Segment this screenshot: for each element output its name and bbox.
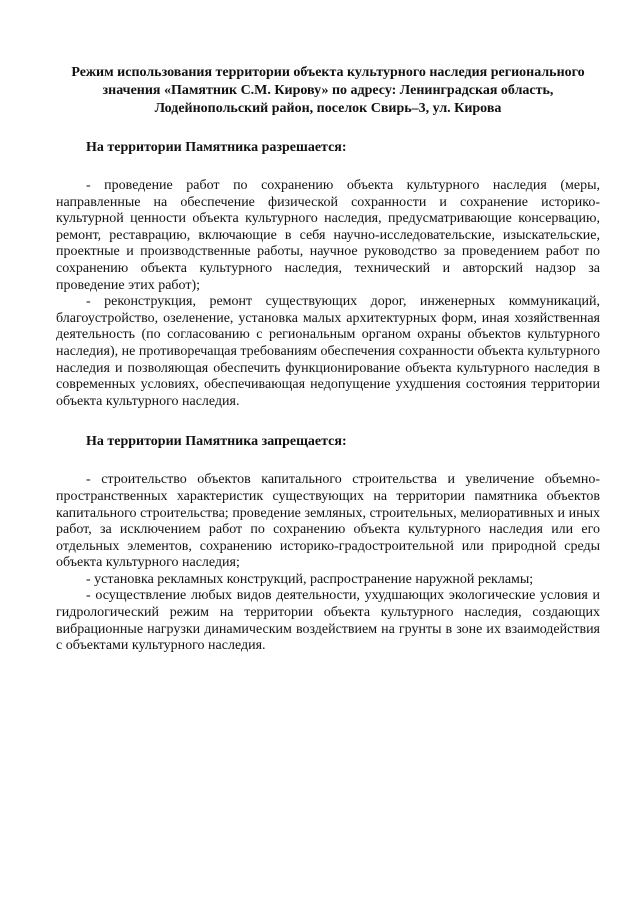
allowed-list [56,178,600,410]
forbidden-list [56,472,600,655]
forbidden-item: - установка рекламных конструкций, распространение наружной рекламы; [86,571,534,587]
allowed-item: - реконструкция, ремонт существующих дорог, инженерных коммуникаций, благоустройство, озеленение, установка малых архитектурных форм, иная хозяйственная деятельность (по согласованию с региональным органом охраны объектов культурного наследия), не противоречащая требованиям обеспечения сохранности объекта культурного наследия и позволяющая обеспечить функционирование объекта культурного наследия в современных условиях, обеспечивающая недопущение ухудшения состояния территории объекта культурного наследия. [56,294,600,409]
document-page [56,64,600,655]
forbidden-item: - осуществление любых видов деятельности, ухудшающих экологические условия и гидрологический режим на территории объекта культурного наследия, создающих вибрационные нагрузки динамическим воздействием на грунты в зоне их взаимодействия с объектами культурного наследия. [56,588,600,654]
forbidden-heading: На территории Памятника запрещается: [86,434,347,450]
forbidden-item: - строительство объектов капитального строительства и увеличение объемно-пространственных характеристик существующих на территории памятника объектов капитального строительства; проведение земляных, строительных, мелиоративных и иных работ, за исключением работ по сохранению объекта культурного наследия или его отдельных элементов, сохранению историко-градостроительной или природной среды объекта культурного наследия; [56,472,600,571]
document-title: Режим использования территории объекта культурного наследия регионального значения «Памятник С.М. Кирову» по адресу: Ленинградская область, Лодейнопольский район, поселок Свирь–3, ул. Кирова [71,65,585,116]
allowed-heading: На территории Памятника разрешается: [86,140,347,155]
allowed-item: - проведение работ по сохранению объекта культурного наследия (меры, направленные на обеспечение физической сохранности и сохранение историко-культурной ценности объекта культурного наследия, предусматривающие консервацию, ремонт, реставрацию, включающие в себя научно-исследовательские, изыскательские, проектные и производственные работы, научное руководство за проведением работ по сохранению объекта культурного наследия, технический и авторский надзор за проведение этих работ); [56,178,600,293]
